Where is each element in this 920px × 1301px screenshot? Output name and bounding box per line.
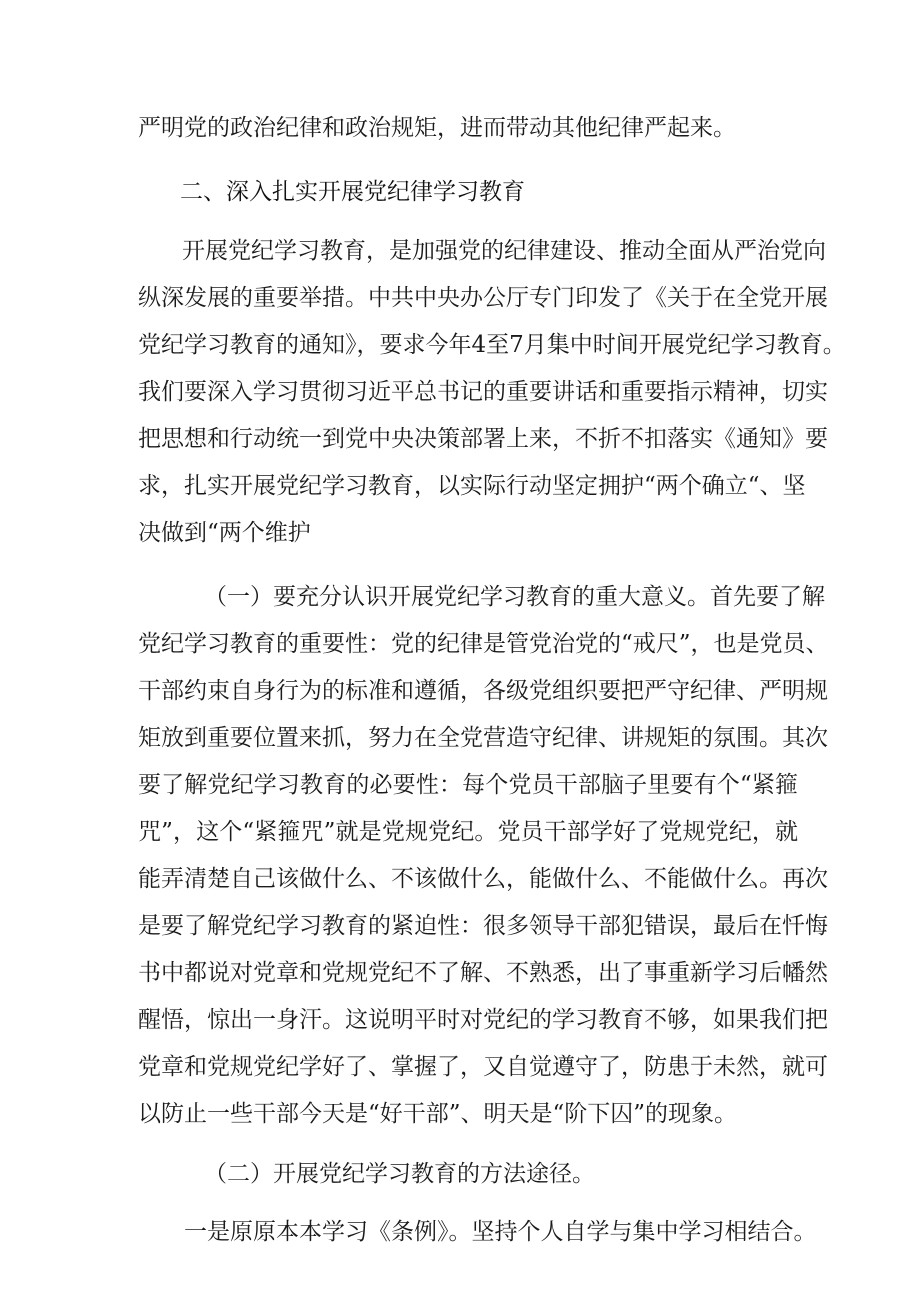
paragraph-line: 开展党纪学习教育，是加强党的纪律建设、推动全面从严治党向 (182, 238, 826, 264)
subsection-line: 咒”，这个“紧箍咒”就是党规党纪。党员干部学好了党规党纪，就 (138, 819, 798, 845)
subsection-line: 党章和党规党纪学好了、掌握了，又自觉遵守了，防患于未然，就可 (138, 1054, 828, 1080)
section-heading: 二、深入扎实开展党纪律学习教育 (180, 179, 525, 205)
subsection-line: 要了解党纪学习教育的必要性：每个党员干部脑子里要有个“紧箍 (138, 772, 798, 798)
method-line: 一是原原本本学习《条例》。坚持个人自学与集中学习相结合。 (184, 1219, 817, 1245)
paragraph-line: 党纪学习教育的通知》，要求今年4至7月集中时间开展党纪学习教育。 (138, 332, 846, 358)
subsection-line: 矩放到重要位置来抓，努力在全党营造守纪律、讲规矩的氛围。其次 (138, 725, 828, 751)
intro-tail-line: 严明党的政治纪律和政治规矩，进而带动其他纪律严起来。 (138, 115, 736, 141)
paragraph-line: 把思想和行动统一到党中央决策部署上来，不折不扣落实《通知》要 (138, 426, 828, 452)
paragraph-line: 求，扎实开展党纪学习教育，以实际行动坚定拥护“两个确立“、坚 (138, 473, 806, 499)
paragraph-line: 决做到“两个维护 (138, 520, 311, 546)
subsection-line: 能弄清楚自己该做什么、不该做什么，能做什么、不能做什么。再次 (138, 866, 828, 892)
subsection-line: （一）要充分认识开展党纪学习教育的重大意义。首先要了解 (204, 584, 825, 610)
subsection-line: 醒悟，惊出一身汗。这说明平时对党纪的学习教育不够，如果我们把 (138, 1007, 828, 1033)
subsection-line: 是要了解党纪学习教育的紧迫性：很多领导干部犯错误，最后在忏悔 (138, 913, 828, 939)
subsection-line: 干部约束自身行为的标准和遵循，各级党组织要把严守纪律、严明规 (138, 678, 828, 704)
paragraph-line: 我们要深入学习贯彻习近平总书记的重要讲话和重要指示精神，切实 (138, 379, 828, 405)
subsection-line: 书中都说对党章和党规党纪不了解、不熟悉，出了事重新学习后幡然 (138, 960, 828, 986)
subsection-heading: （二）开展党纪学习教育的方法途径。 (204, 1161, 595, 1187)
paragraph-line: 纵深发展的重要举措。中共中央办公厅专门印发了《关于在全党开展 (138, 285, 828, 311)
subsection-line: 以防止一些干部今天是“好干部”、明天是“阶下囚”的现象。 (138, 1101, 738, 1127)
subsection-line: 党纪学习教育的重要性：党的纪律是管党治党的“戒尺”，也是党员、 (138, 631, 829, 657)
